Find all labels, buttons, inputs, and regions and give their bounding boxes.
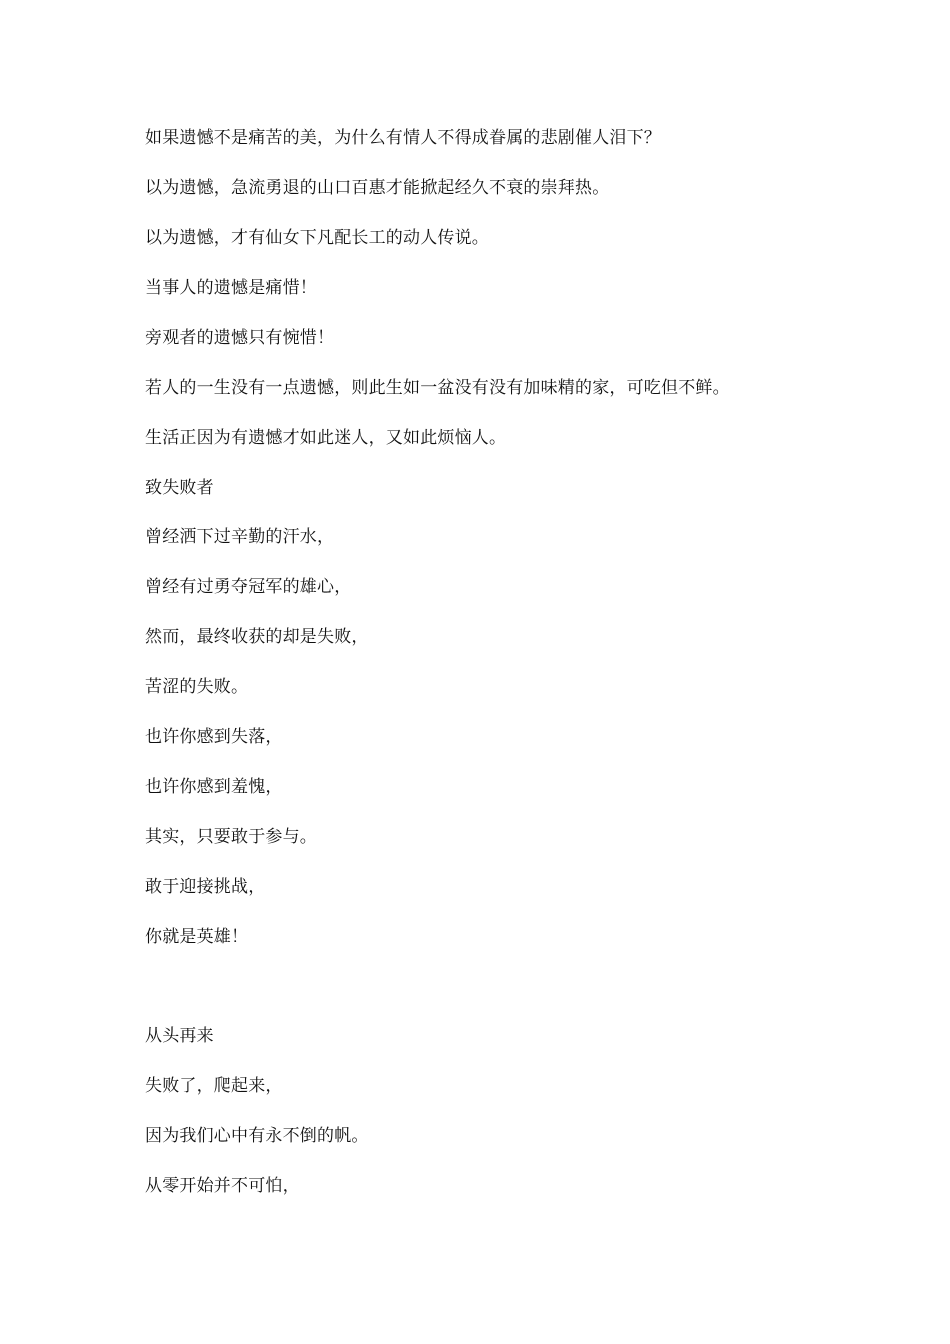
section-heading: 从头再来 xyxy=(145,1026,214,1046)
text-line: 当事人的遗憾是痛惜！ xyxy=(145,278,317,298)
text-line: 以为遗憾，急流勇退的山口百惠才能掀起经久不衰的崇拜热。 xyxy=(145,178,610,198)
text-line: 曾经洒下过辛勤的汗水， xyxy=(145,527,335,547)
text-line: 旁观者的遗憾只有惋惜！ xyxy=(145,328,335,348)
text-line: 因为我们心中有永不倒的帆。 xyxy=(145,1126,369,1146)
text-line: 苦涩的失败。 xyxy=(145,677,249,697)
text-line: 若人的一生没有一点遗憾，则此生如一盆没有没有加味精的家，可吃但不鲜。 xyxy=(145,378,730,398)
text-line: 你就是英雄！ xyxy=(145,927,249,947)
text-line: 以为遗憾，才有仙女下凡配长工的动人传说。 xyxy=(145,228,489,248)
text-line: 然而，最终收获的却是失败， xyxy=(145,627,369,647)
text-line: 失败了，爬起来， xyxy=(145,1076,283,1096)
text-line: 如果遗憾不是痛苦的美，为什么有情人不得成眷属的悲剧催人泪下？ xyxy=(145,128,661,148)
text-line: 从零开始并不可怕， xyxy=(145,1176,300,1196)
text-line: 也许你感到失落， xyxy=(145,727,283,747)
text-line: 其实，只要敢于参与。 xyxy=(145,827,317,847)
section-heading: 致失败者 xyxy=(145,478,214,498)
text-line: 敢于迎接挑战， xyxy=(145,877,266,897)
text-line: 曾经有过勇夺冠军的雄心， xyxy=(145,577,352,597)
text-line: 也许你感到羞愧， xyxy=(145,777,283,797)
text-line: 生活正因为有遗憾才如此迷人，又如此烦恼人。 xyxy=(145,428,507,448)
